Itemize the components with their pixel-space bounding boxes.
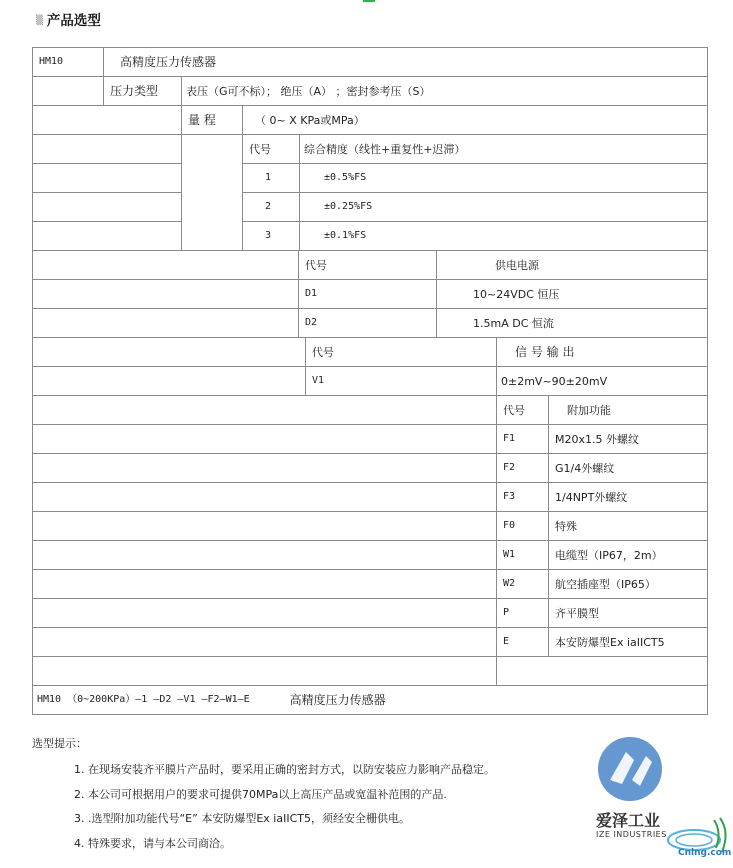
function-value: G1/4外螺纹 <box>548 453 708 483</box>
empty-cell <box>496 656 708 686</box>
empty-cell <box>32 308 299 338</box>
function-desc-header: 附加功能 <box>548 395 708 425</box>
function-value: M20x1.5 外螺纹 <box>548 424 708 454</box>
empty-cell <box>32 221 182 251</box>
function-code: F0 <box>496 511 549 541</box>
empty-cell <box>32 76 104 106</box>
empty-cell <box>32 627 497 657</box>
empty-cell <box>32 656 497 686</box>
signal-value: 0±2mV~90±20mV <box>496 366 708 396</box>
pressure-type-label: 压力类型 <box>103 76 182 106</box>
accuracy-code: 3 <box>242 221 300 251</box>
function-code: E <box>496 627 549 657</box>
tip-item: 2. 本公司可根据用户的要求可提供70MPa以上高压产品或宽温补范围的产品. <box>74 788 447 801</box>
function-code: P <box>496 598 549 628</box>
function-code: W2 <box>496 569 549 599</box>
accuracy-code-header: 代号 <box>242 134 300 164</box>
empty-cell <box>32 105 182 135</box>
section-title: 产品选型 <box>46 13 101 29</box>
logo-name-en: IZE INDUSTRIES <box>596 830 667 839</box>
signal-code-header: 代号 <box>305 337 497 367</box>
empty-cell <box>32 540 497 570</box>
top-accent-bar <box>363 0 375 2</box>
model-code-cell: HM10 <box>32 47 104 77</box>
accuracy-value: ±0.25%FS <box>299 192 708 222</box>
empty-cell <box>32 279 299 309</box>
logo-site: Cnlng.com <box>678 848 732 858</box>
function-value: 1/4NPT外螺纹 <box>548 482 708 512</box>
model-description-cell: 高精度压力传感器 <box>103 47 708 77</box>
section-heading <box>36 9 101 29</box>
function-code: F3 <box>496 482 549 512</box>
empty-cell <box>32 482 497 512</box>
empty-cell <box>32 598 497 628</box>
logo-mark-icon <box>596 736 733 864</box>
power-value: 10~24VDC 恒压 <box>436 279 708 309</box>
example-row <box>32 685 708 715</box>
accuracy-merged-cell <box>181 134 243 251</box>
tip-item: 1. 在现场安装齐平膜片产品时，要采用正确的密封方式，以防安装应力影响产品稳定。 <box>74 763 495 776</box>
accuracy-desc-header: 综合精度（线性+重复性+迟滞） <box>299 134 708 164</box>
example-model-code: HM10 （0~200KPa）—1 —D2 —V1 —F2—W1—E <box>37 694 250 705</box>
power-code: D2 <box>298 308 437 338</box>
power-value: 1.5mA DC 恒流 <box>436 308 708 338</box>
empty-cell <box>32 192 182 222</box>
empty-cell <box>32 337 306 367</box>
range-label: 量 程 <box>181 105 243 135</box>
empty-cell <box>32 453 497 483</box>
function-value: 航空插座型（IP65） <box>548 569 708 599</box>
logo-name-cn: 爱泽工业 <box>596 811 661 830</box>
function-code: W1 <box>496 540 549 570</box>
signal-code: V1 <box>305 366 497 396</box>
power-code: D1 <box>298 279 437 309</box>
tips-title: 选型提示： <box>32 737 87 750</box>
empty-cell <box>32 134 182 164</box>
accuracy-code: 2 <box>242 192 300 222</box>
empty-cell <box>32 395 497 425</box>
function-value: 本安防爆型Ex iaIICT5 <box>548 627 708 657</box>
accuracy-value: ±0.1%FS <box>299 221 708 251</box>
pressure-type-value: 表压（G可不标）； 绝压（A） ；密封参考压（S） <box>181 76 708 106</box>
function-code: F2 <box>496 453 549 483</box>
function-code: F1 <box>496 424 549 454</box>
example-description: 高精度压力传感器 <box>289 693 386 707</box>
function-value: 齐平膜型 <box>548 598 708 628</box>
empty-cell <box>32 569 497 599</box>
range-value: （ 0~ X KPa或MPa） <box>242 105 708 135</box>
function-value: 特殊 <box>548 511 708 541</box>
signal-desc-header: 信 号 输 出 <box>496 337 708 367</box>
empty-cell <box>32 424 497 454</box>
power-desc-header: 供电电源 <box>436 250 708 280</box>
power-code-header: 代号 <box>298 250 437 280</box>
accuracy-code: 1 <box>242 163 300 193</box>
heading-bullet-icon: ▒ <box>36 16 43 26</box>
accuracy-value: ±0.5%FS <box>299 163 708 193</box>
empty-cell <box>32 511 497 541</box>
company-logo <box>596 736 733 864</box>
empty-cell <box>32 163 182 193</box>
tip-item: 3. .选型附加功能代号“E” 本安防爆型Ex iaIICT5，须经安全栅供电。 <box>74 812 410 825</box>
empty-cell <box>32 250 299 280</box>
tip-item: 4. 特殊要求，请与本公司商洽。 <box>74 837 231 850</box>
function-code-header: 代号 <box>496 395 549 425</box>
empty-cell <box>32 366 306 396</box>
function-value: 电缆型（IP67，2m） <box>548 540 708 570</box>
